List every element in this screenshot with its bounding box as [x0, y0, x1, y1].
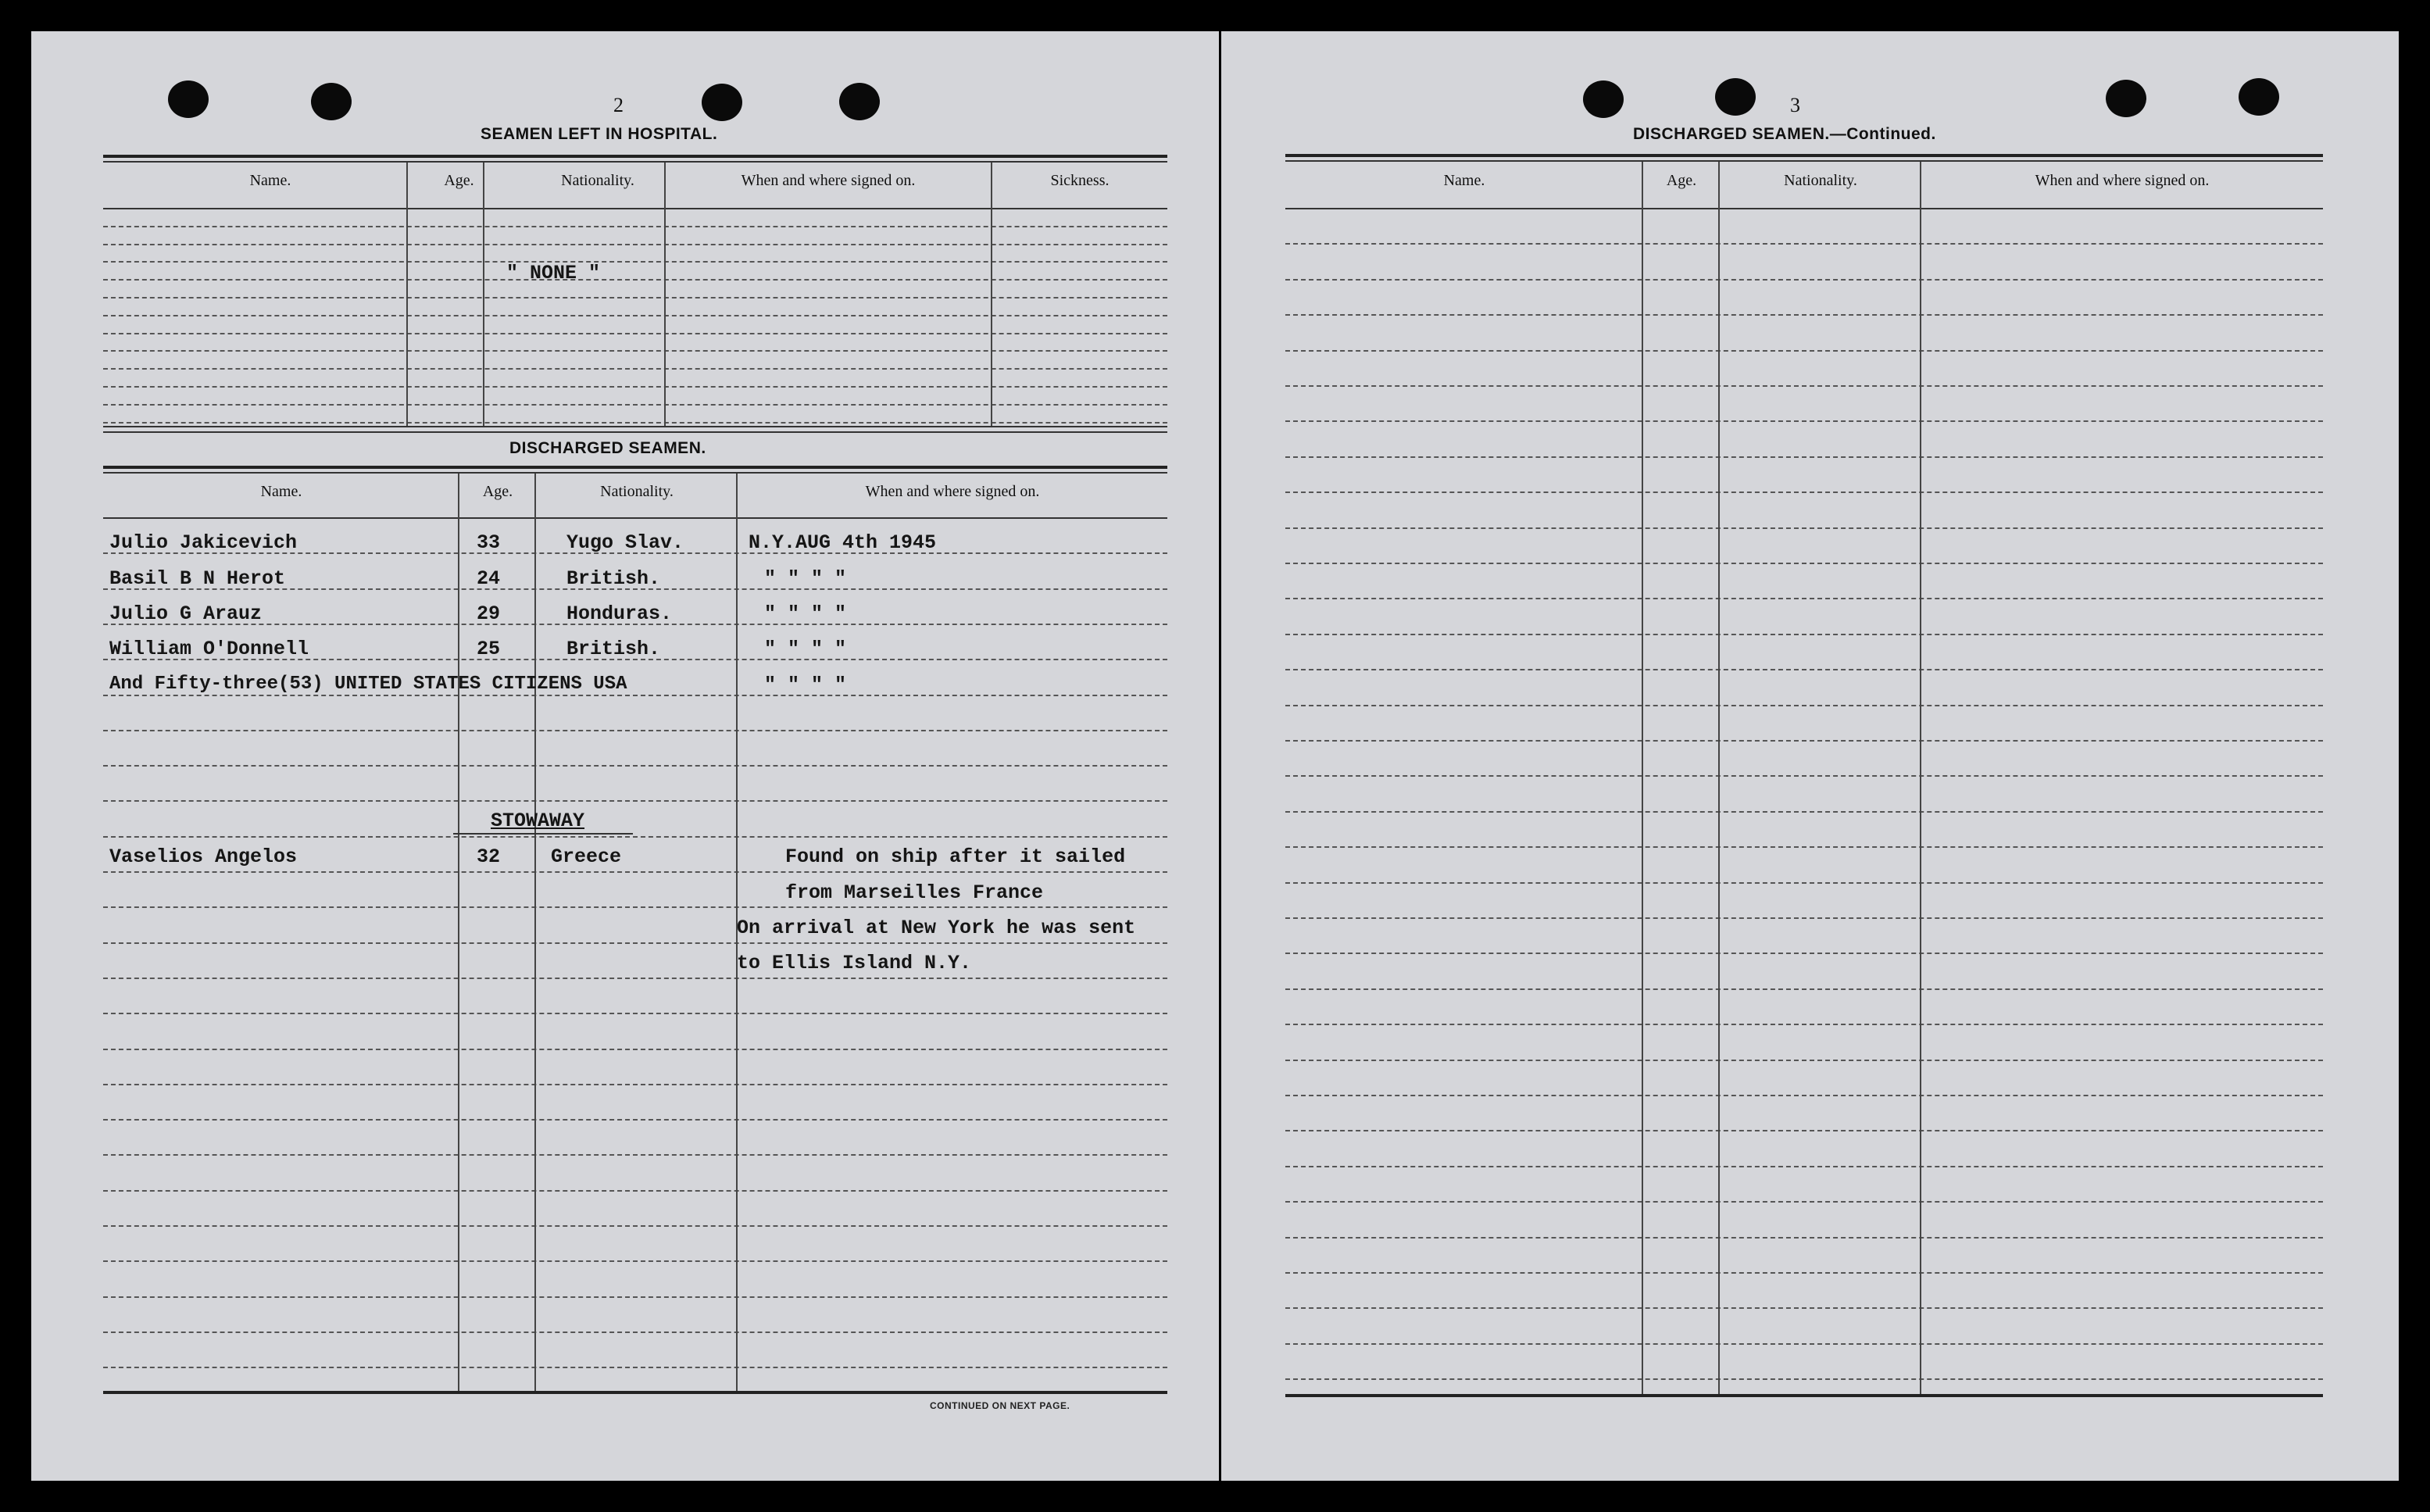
seaman-age: 29	[477, 602, 501, 625]
hospital-entry: " NONE "	[506, 262, 601, 284]
stowaway-note-line: from Marseilles France	[785, 881, 1044, 904]
punch-hole	[168, 80, 209, 118]
column-divider	[1642, 162, 1643, 1397]
hospital-col-nationality: Nationality.	[561, 172, 634, 189]
ruled-line	[103, 261, 1167, 263]
ruled-line	[1285, 456, 2323, 458]
citizens-line: And Fifty-three(53) UNITED STATES CITIZENS USA	[109, 674, 627, 695]
seaman-signed-on: " " " "	[764, 638, 847, 660]
ruled-line	[1285, 314, 2323, 316]
seaman-nationality: Honduras.	[566, 602, 673, 625]
punch-hole	[702, 84, 742, 121]
ruled-line	[103, 836, 1167, 838]
ruled-line	[103, 315, 1167, 316]
hospital-col-name: Name.	[249, 172, 291, 189]
hospital-col-signed-on: When and where signed on.	[741, 172, 916, 189]
ruled-line	[1285, 1272, 2323, 1274]
seaman-signed-on: " " " "	[764, 567, 847, 590]
column-divider	[664, 163, 666, 427]
continued-col-name: Name.	[1443, 172, 1485, 189]
ruled-line	[103, 942, 1167, 944]
ruled-line	[103, 1013, 1167, 1014]
ruled-line	[1285, 350, 2323, 352]
seaman-name: Basil B N Herot	[109, 567, 286, 590]
stowaway-note-line: to Ellis Island N.Y.	[737, 952, 972, 974]
seaman-age: 24	[477, 567, 501, 590]
column-divider	[1718, 162, 1720, 1397]
ruled-line	[1285, 1166, 2323, 1167]
ruled-line	[103, 404, 1167, 406]
column-divider	[458, 474, 459, 1394]
ruled-line	[1285, 1095, 2323, 1096]
ruled-line	[1285, 882, 2323, 884]
citizens-signed-on: " " " "	[764, 674, 847, 696]
punch-hole	[2106, 80, 2146, 117]
seaman-signed-on: N.Y.AUG 4th 1945	[749, 531, 937, 554]
ruled-line	[103, 368, 1167, 370]
ruled-line	[103, 1049, 1167, 1050]
ruled-line	[103, 279, 1167, 281]
ruled-line	[103, 1190, 1167, 1192]
page-number: 2	[613, 94, 624, 116]
ruled-line	[103, 208, 1167, 209]
seaman-name: William O'Donnell	[109, 638, 309, 660]
left-page	[31, 31, 1219, 1481]
punch-hole	[311, 83, 352, 120]
ruled-line	[103, 1225, 1167, 1227]
ruled-line	[1285, 775, 2323, 777]
ruled-line	[1285, 811, 2323, 813]
seaman-nationality: Yugo Slav.	[566, 531, 684, 554]
ruled-line	[1285, 563, 2323, 564]
stowaway-note-line: On arrival at New York he was sent	[737, 917, 1136, 939]
ruled-line	[103, 800, 1167, 802]
stowaway-note-line: Found on ship after it sailed	[785, 845, 1126, 868]
stowaway-label: STOWAWAY	[491, 810, 585, 832]
ruled-line	[1285, 669, 2323, 670]
ruled-line	[1285, 1307, 2323, 1309]
ruled-line	[103, 1331, 1167, 1333]
ruled-line	[1285, 208, 2323, 209]
ruled-line	[103, 244, 1167, 245]
column-divider	[406, 163, 408, 427]
column-divider	[1920, 162, 1921, 1397]
hospital-col-age: Age.	[444, 172, 474, 189]
ruled-line	[103, 1154, 1167, 1156]
ruled-line	[103, 978, 1167, 979]
ruled-line	[103, 1260, 1167, 1262]
stowaway-nationality: Greece	[551, 845, 622, 868]
seaman-name: Julio Jakicevich	[109, 531, 298, 554]
ruled-line	[103, 1296, 1167, 1298]
page-number: 3	[1790, 94, 1800, 116]
continued-footer: CONTINUED ON NEXT PAGE.	[930, 1400, 1070, 1411]
ruled-line	[1285, 740, 2323, 742]
ruled-line	[1285, 705, 2323, 706]
ruled-line	[1285, 1378, 2323, 1380]
seaman-signed-on: " " " "	[764, 602, 847, 625]
continued-col-signed-on: When and where signed on.	[2035, 172, 2210, 189]
ruled-line	[1285, 491, 2323, 493]
ruled-line	[103, 333, 1167, 334]
seaman-age: 25	[477, 638, 501, 660]
column-divider	[483, 163, 484, 427]
column-divider	[534, 474, 536, 1394]
ruled-line	[1285, 527, 2323, 529]
ruled-line	[103, 1119, 1167, 1121]
hospital-col-sickness: Sickness.	[1050, 172, 1110, 189]
ruled-line	[103, 1367, 1167, 1368]
punch-hole	[1715, 78, 1756, 116]
ruled-line	[1285, 1130, 2323, 1131]
ruled-line	[1285, 953, 2323, 954]
ruled-line	[1285, 988, 2323, 990]
seaman-age: 33	[477, 531, 501, 554]
column-divider	[991, 163, 992, 427]
ruled-line	[103, 906, 1167, 908]
ruled-line	[1285, 385, 2323, 387]
punch-hole	[839, 83, 880, 120]
ruled-line	[1285, 243, 2323, 245]
ruled-line	[1285, 1201, 2323, 1203]
ruled-line	[103, 226, 1167, 227]
continued-col-nationality: Nationality.	[1784, 172, 1857, 189]
ruled-line	[103, 730, 1167, 731]
ruled-line	[1285, 1024, 2323, 1025]
ruled-line	[1285, 598, 2323, 599]
discharged-col-age: Age.	[482, 483, 513, 500]
ruled-line	[1285, 917, 2323, 919]
stowaway-name: Vaselios Angelos	[109, 845, 298, 868]
hospital-section-title: SEAMEN LEFT IN HOSPITAL.	[481, 125, 718, 143]
discharged-section-title: DISCHARGED SEAMEN.	[509, 439, 706, 457]
ruled-line	[1285, 846, 2323, 848]
right-page	[1221, 31, 2399, 1481]
ruled-line	[103, 422, 1167, 424]
ruled-line	[103, 517, 1167, 519]
ruled-line	[103, 386, 1167, 388]
ruled-line	[1285, 634, 2323, 635]
ruled-line	[103, 871, 1167, 873]
continued-col-age: Age.	[1666, 172, 1697, 189]
stowaway-age: 32	[477, 845, 501, 868]
ruled-line	[1285, 1060, 2323, 1061]
discharged-col-nationality: Nationality.	[600, 483, 674, 500]
seaman-nationality: British.	[566, 567, 661, 590]
punch-hole	[2239, 78, 2279, 116]
ruled-line	[1285, 420, 2323, 422]
ruled-line	[103, 765, 1167, 767]
ruled-line	[103, 297, 1167, 298]
ruled-line	[103, 350, 1167, 352]
ruled-line	[103, 1084, 1167, 1085]
ruled-line	[1285, 1343, 2323, 1345]
punch-hole	[1583, 80, 1624, 118]
ruled-line	[1285, 1237, 2323, 1239]
discharged-col-name: Name.	[260, 483, 302, 500]
discharged-col-signed-on: When and where signed on.	[865, 483, 1040, 500]
ruled-line	[1285, 279, 2323, 281]
seaman-nationality: British.	[566, 638, 661, 660]
discharged-continued-title: DISCHARGED SEAMEN.—Continued.	[1633, 125, 1936, 143]
seaman-name: Julio G Arauz	[109, 602, 263, 625]
